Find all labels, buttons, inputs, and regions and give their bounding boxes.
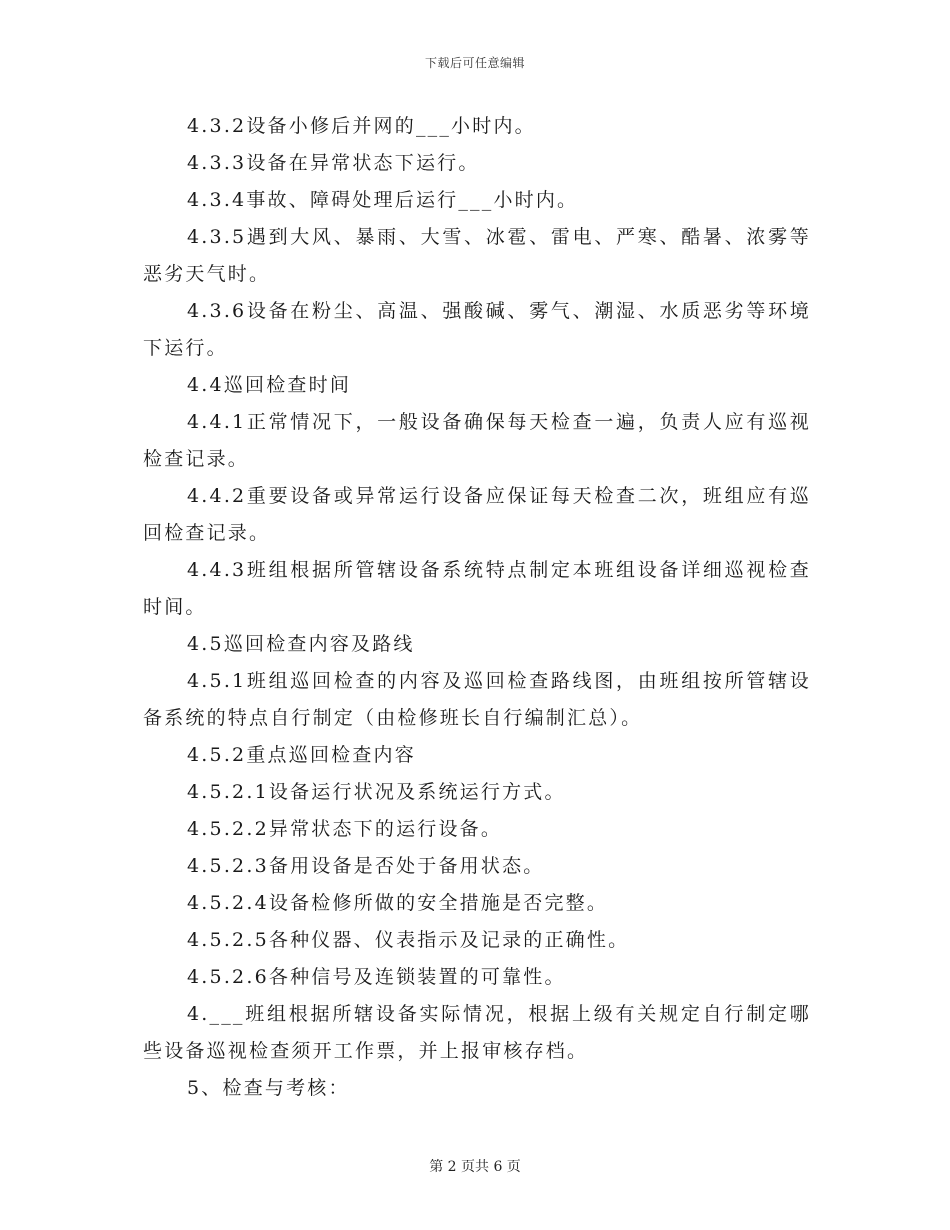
page-footer: 第 2 页共 6 页 — [429, 1159, 521, 1175]
paragraph-4-3-2: 4.3.2设备小修后并网的___小时内。 — [187, 115, 536, 137]
paragraph-4-blank: 4.___班组根据所辖设备实际情况，根据上级有关规定自行制定哪些设备巡视检查须开工作票，并上报审核存档。 — [143, 1003, 811, 1062]
paragraph-4-5-2-1: 4.5.2.1设备运行状况及系统运行方式。 — [187, 781, 566, 803]
paragraph-4-5-2-2: 4.5.2.2异常状态下的运行设备。 — [187, 818, 503, 840]
paragraph-4-5-2-5: 4.5.2.5各种仪器、仪表指示及记录的正确性。 — [187, 929, 630, 951]
paragraph-4-3-3: 4.3.3设备在异常状态下运行。 — [187, 152, 480, 174]
section-heading-5: 5、检查与考核： — [187, 1077, 350, 1099]
page-header: 下载后可任意编辑 — [424, 56, 525, 70]
paragraph-4-3-5: 4.3.5遇到大风、暴雨、大雪、冰雹、雷电、严寒、酷暑、浓雾等恶劣天气时。 — [143, 226, 811, 285]
section-heading-4-5: 4.5巡回检查内容及路线 — [187, 633, 415, 655]
document-body — [143, 108, 811, 1107]
paragraph-4-5-1: 4.5.1班组巡回检查的内容及巡回检查路线图，由班组按所管辖设备系统的特点自行制定（由检修班长自行编制汇总）。 — [143, 670, 811, 729]
paragraph-4-4-3: 4.4.3班组根据所管辖设备系统特点制定本班组设备详细巡视检查时间。 — [143, 559, 811, 618]
section-heading-4-4: 4.4巡回检查时间 — [187, 374, 352, 396]
paragraph-4-4-2: 4.4.2重要设备或异常运行设备应保证每天检查二次，班组应有巡回检查记录。 — [143, 485, 811, 544]
paragraph-4-5-2-4: 4.5.2.4设备检修所做的安全措施是否完整。 — [187, 892, 609, 914]
paragraph-4-3-6: 4.3.6设备在粉尘、高温、强酸碱、雾气、潮湿、水质恶劣等环境下运行。 — [143, 300, 811, 359]
section-heading-4-5-2: 4.5.2重点巡回检查内容 — [187, 744, 416, 766]
paragraph-4-4-1: 4.4.1正常情况下，一般设备确保每天检查一遍，负责人应有巡视检查记录。 — [143, 411, 811, 470]
paragraph-4-5-2-3: 4.5.2.3备用设备是否处于备用状态。 — [187, 855, 545, 877]
paragraph-4-5-2-6: 4.5.2.6各种信号及连锁装置的可靠性。 — [187, 966, 566, 988]
paragraph-4-3-4: 4.3.4事故、障碍处理后运行___小时内。 — [187, 189, 579, 211]
